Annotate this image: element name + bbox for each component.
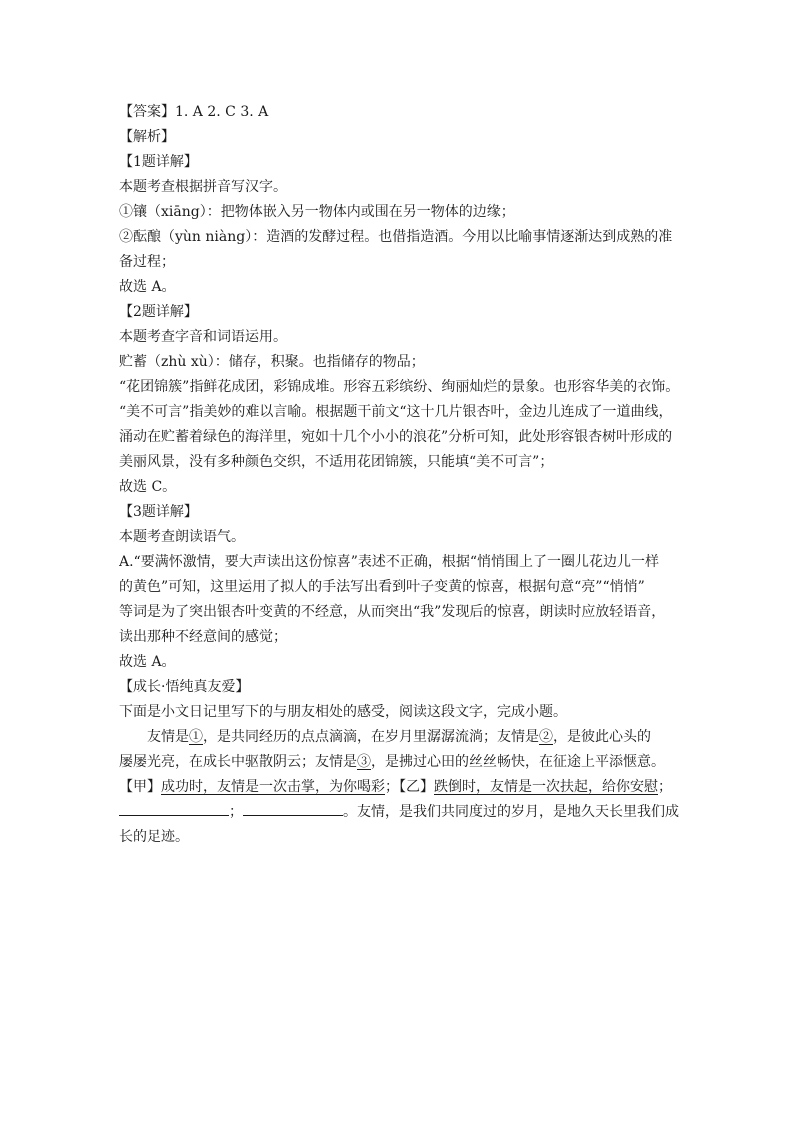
blank-3: ③ [357,754,371,770]
q2-choice: 故选 C。 [119,479,177,495]
q3-text-1: 本题考查朗读语气。 [119,529,245,545]
q3-text-3: 的黄色”可知，这里运用了拟人的手法写出看到叶子变黄的惊喜，根据句意“亮”“悄悄” [119,579,645,595]
q3-text-5: 读出那种不经意间的感觉； [119,629,287,645]
passage-text: ，是共同经历的点点滴滴，在岁月里潺潺流淌；友情是 [203,729,539,745]
q3-choice: 故选 A。 [119,654,176,670]
passage-text: 友情是 [147,729,189,745]
answer-blank-1 [119,800,229,816]
q1-text-3: ②酝酿（yùn niàng）：造酒的发酵过程。也借指造酒。今用以比喻事情逐渐达到成熟的准 [119,229,673,245]
answer-blank-2 [243,800,343,816]
q1-text-1: 本题考查根据拼音写汉字。 [119,179,287,195]
passage-line-5: 长的足迹。 [119,829,189,845]
q2-heading: 【2题详解】 [119,304,198,320]
q3-text-4: 等词是为了突出银杏叶变黄的不经意，从而突出“我”发现后的惊喜，朗读时应放轻语音， [119,604,666,620]
q2-text-2: 贮蓄（zhù xù）：储存，积聚。也指储存的物品； [119,354,425,370]
passage-line-4 [119,800,689,825]
passage-text: ，是彼此心头的 [553,729,651,745]
passage-text: 屡屡光亮，在成长中驱散阴云；友情是 [119,754,357,770]
passage-text: ； [229,804,243,820]
q3-heading: 【3题详解】 [119,504,198,520]
q2-text-1: 本题考查字音和词语运用。 [119,329,287,345]
q2-text-4: “美不可言”指美妙的难以言喻。根据题干前文“这十几片银杏叶，金边儿连成了一道曲线， [119,404,673,420]
passage-line-1 [119,725,689,750]
q3-text-2: A.“要满怀激情，要大声读出这份惊喜”表述不正确，根据“悄悄围上了一圈儿花边儿一样 [119,554,660,570]
section-heading: 【成长·悟纯真友爱】 [119,679,250,695]
passage-text: ； [658,779,672,795]
underlined-sentence-yi: 跌倒时，友情是一次扶起，给你安慰 [434,779,658,795]
passage-line-2 [119,750,689,775]
document-page [119,100,689,850]
label-jia: 【甲】 [119,779,161,795]
blank-1: ① [189,729,203,745]
blank-2: ② [539,729,553,745]
underlined-sentence-jia: 成功时，友情是一次击掌，为你喝彩 [161,779,385,795]
analysis-heading: 【解析】 [119,129,175,145]
q1-heading: 【1题详解】 [119,154,198,170]
passage-text: ，是拂过心田的丝丝畅快，在征途上平添惬意。 [371,754,665,770]
answer-line: 【答案】1. A 2. C 3. A [119,104,269,120]
q2-text-5: 涌动在贮蓄着绿色的海洋里，宛如十几个小小的浪花”分析可知，此处形容银杏树叶形成的 [119,429,673,445]
q1-text-2: ①镶（xiāng）：把物体嵌入另一物体内或围在另一物体的边缘； [119,204,515,220]
q1-choice: 故选 A。 [119,279,176,295]
q2-text-6: 美丽风景，没有多种颜色交织，不适用花团锦簇，只能填“美不可言”； [119,454,554,470]
passage-line-3 [119,775,689,800]
passage-text: 。友情，是我们共同度过的岁月，是地久天长里我们成 [343,804,679,820]
q2-text-3: “花团锦簇”指鲜花成团，彩锦成堆。形容五彩缤纷、绚丽灿烂的景象。也形容华美的衣饰。 [119,379,680,395]
label-yi: ；【乙】 [385,779,434,795]
instruction-text: 下面是小文日记里写下的与朋友相处的感受，阅读这段文字，完成小题。 [119,704,567,720]
q1-text-4: 备过程； [119,254,175,270]
